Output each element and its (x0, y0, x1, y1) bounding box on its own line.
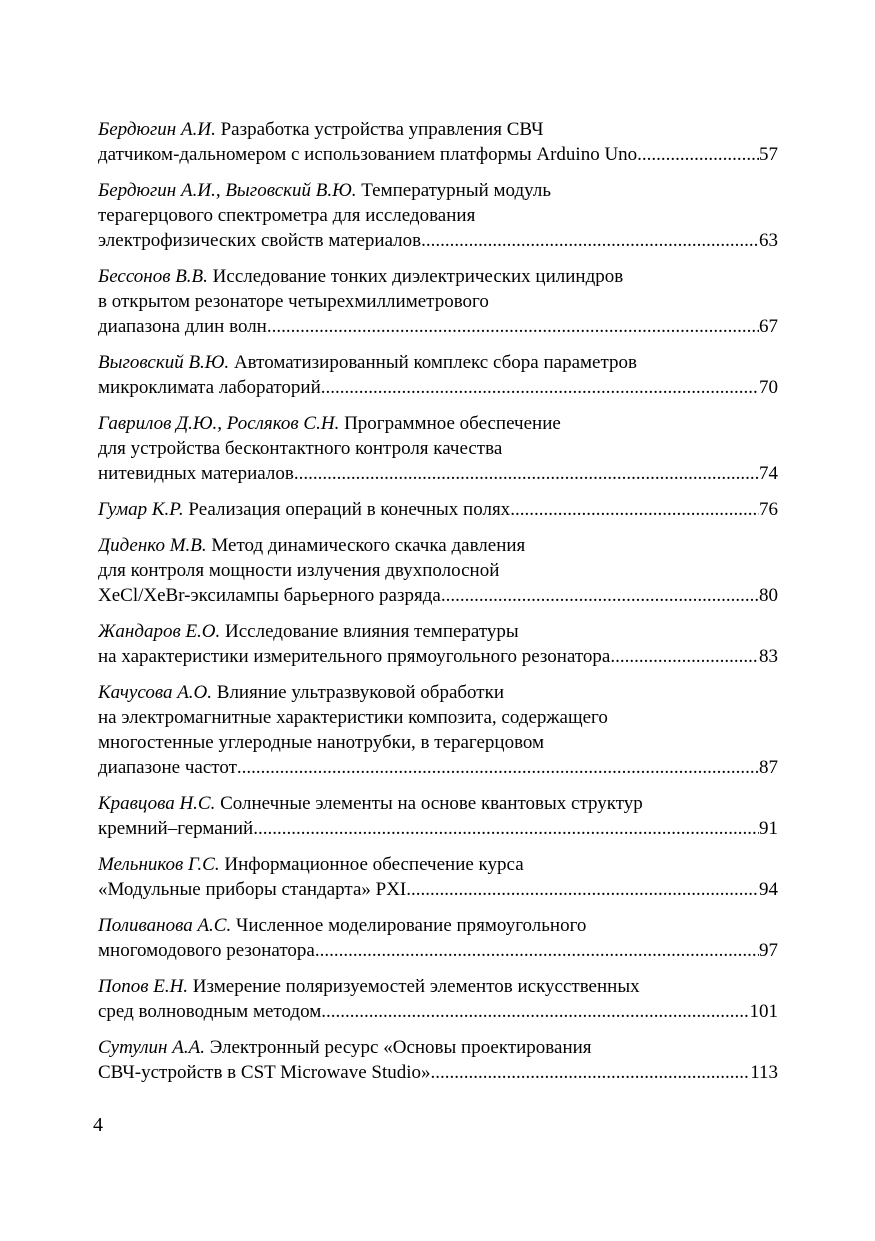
toc-title-text: Программное обеспечение (344, 413, 561, 434)
toc-page-number: 70 (759, 377, 778, 398)
toc-entry-last-line (98, 461, 778, 486)
toc-entry-last-line (98, 375, 778, 400)
toc-title-text: для контроля мощности излучения двухполосной (98, 560, 500, 581)
toc-entry-last-line (98, 142, 778, 167)
toc-entry-line (98, 289, 778, 314)
toc-author: Сутулин А.А. (98, 1037, 205, 1058)
toc-entry-last-text (98, 816, 253, 841)
toc-author: Гаврилов Д.Ю., Росляков С.Н. (98, 413, 340, 434)
toc-entry-last-text (98, 497, 510, 522)
toc-title-text: многомодового резонатора (98, 940, 315, 961)
toc-title-text: Температурный модуль (361, 180, 551, 201)
page-number: 4 (93, 1114, 103, 1136)
toc-author: Попов Е.Н. (98, 976, 189, 997)
toc-page-number: 76 (759, 499, 778, 520)
toc-title-text: нитевидных материалов (98, 463, 294, 484)
toc-entry-line (98, 350, 778, 375)
toc-author: Бердюгин А.И., Выговский В.Ю. (98, 180, 357, 201)
toc-author: Кравцова Н.С. (98, 793, 216, 814)
toc-entry-last-line (98, 1060, 778, 1085)
toc-page-number: 94 (759, 879, 778, 900)
toc-title-text: сред волноводным методом (98, 1001, 322, 1022)
toc-entry-last-line (98, 816, 778, 841)
toc-entry-last-line (98, 314, 778, 339)
toc-title-text: в открытом резонаторе четырехмиллиметрового (98, 291, 489, 312)
dot-leader (421, 228, 759, 253)
dot-leader (321, 375, 759, 400)
toc-title-text: Численное моделирование прямоугольного (235, 915, 587, 936)
toc-entry-last-text (98, 461, 294, 486)
toc-entry-line (98, 117, 778, 142)
toc-entry (98, 350, 778, 400)
toc-author: Бердюгин А.И. (98, 119, 216, 140)
dot-leader (294, 461, 759, 486)
toc-title-text: для устройства бесконтактного контроля качества (98, 438, 503, 459)
toc-entry (98, 680, 778, 780)
toc-page-number: 97 (759, 940, 778, 961)
toc-title-text: Измерение поляризуемостей элементов искусственных (192, 976, 640, 997)
toc-entry-line (98, 619, 778, 644)
toc-title-text: терагерцового спектрометра для исследования (98, 205, 476, 226)
toc-title-text: многостенные углеродные нанотрубки, в терагерцовом (98, 732, 545, 753)
dot-leader (431, 1060, 751, 1085)
toc-entry-line (98, 1035, 778, 1060)
toc-title-text: Разработка устройства управления СВЧ (220, 119, 544, 140)
toc-entry (98, 178, 778, 253)
toc-entry (98, 852, 778, 902)
toc-page-number: 91 (759, 818, 778, 839)
toc-entry-line (98, 558, 778, 583)
toc-page-number: 63 (759, 230, 778, 251)
toc-entry-last-text (98, 142, 637, 167)
toc-entry-last-text (98, 583, 441, 608)
toc-author: Диденко М.В. (98, 535, 207, 556)
toc-entry (98, 619, 778, 669)
toc-page-number: 87 (759, 757, 778, 778)
toc-page-number: 67 (759, 316, 778, 337)
toc-entry (98, 533, 778, 608)
toc-entry (98, 264, 778, 339)
toc-entry-last-line (98, 938, 778, 963)
toc-title-text: Влияние ультразвуковой обработки (216, 682, 504, 703)
dot-leader (321, 999, 749, 1024)
toc-entry-last-line (98, 583, 778, 608)
toc-title-text: Информационное обеспечение курса (224, 854, 524, 875)
toc-entry-line (98, 533, 778, 558)
toc-title-text: Реализация операций в конечных полях (188, 499, 511, 520)
toc-entry-last-line (98, 999, 778, 1024)
toc-entry (98, 791, 778, 841)
toc-entry-last-text (98, 228, 421, 253)
toc-entry-line (98, 203, 778, 228)
toc-title-text: диапазона длин волн (98, 316, 267, 337)
dot-leader (237, 755, 759, 780)
toc-title-text: «Модульные приборы стандарта» PXI (98, 879, 407, 900)
toc-title-text: XeCl/XeBr-эксилампы барьерного разряда (98, 585, 441, 606)
toc-entry-line (98, 264, 778, 289)
toc-entry-last-text (98, 755, 237, 780)
toc-entry (98, 411, 778, 486)
toc-entry-line (98, 791, 778, 816)
toc-entry-line (98, 680, 778, 705)
toc-page-number: 113 (750, 1062, 778, 1083)
toc-entry-last-line (98, 755, 778, 780)
toc-title-text: Метод динамического скачка давления (211, 535, 526, 556)
toc-title-text: кремний–германий (98, 818, 254, 839)
toc-page-number: 80 (759, 585, 778, 606)
toc-entry-line (98, 730, 778, 755)
toc-title-text: Исследование тонких диэлектрических цилиндров (212, 266, 624, 287)
toc-author: Жандаров Е.О. (98, 621, 221, 642)
toc-author: Мельников Г.С. (98, 854, 220, 875)
toc-entry-line (98, 852, 778, 877)
toc-entry-line (98, 178, 778, 203)
dot-leader (253, 816, 759, 841)
table-of-contents (98, 117, 778, 1096)
toc-entry-line (98, 913, 778, 938)
toc-title-text: Исследование влияния температуры (225, 621, 519, 642)
toc-author: Бессонов В.В. (98, 266, 208, 287)
toc-author: Качусова А.О. (98, 682, 213, 703)
toc-page-number: 101 (749, 1001, 778, 1022)
toc-title-text: Солнечные элементы на основе квантовых структур (220, 793, 643, 814)
toc-entry-line (98, 436, 778, 461)
dot-leader (267, 314, 759, 339)
toc-title-text: Электронный ресурс «Основы проектирования (209, 1037, 592, 1058)
toc-entry-last-text (98, 1060, 431, 1085)
toc-entry-line (98, 705, 778, 730)
dot-leader (510, 497, 759, 522)
toc-entry (98, 1035, 778, 1085)
toc-author: Гумар К.Р. (98, 499, 184, 520)
toc-title-text: диапазоне частот (98, 757, 237, 778)
toc-title-text: на характеристики измерительного прямоугольного резонатора (98, 646, 611, 667)
toc-entry (98, 117, 778, 167)
toc-title-text: микроклимата лабораторий (98, 377, 321, 398)
dot-leader (637, 142, 759, 167)
toc-entry (98, 974, 778, 1024)
toc-entry-line (98, 974, 778, 999)
toc-entry-last-text (98, 877, 406, 902)
toc-title-text: электрофизических свойств материалов (98, 230, 422, 251)
toc-entry-last-line (98, 497, 778, 522)
toc-author: Выговский В.Ю. (98, 352, 230, 373)
toc-entry (98, 497, 778, 522)
toc-entry-last-text (98, 999, 321, 1024)
toc-entry-last-text (98, 644, 610, 669)
toc-entry-last-line (98, 644, 778, 669)
toc-entry-last-text (98, 375, 321, 400)
toc-title-text: на электромагнитные характеристики композита, содержащего (98, 707, 608, 728)
dot-leader (315, 938, 759, 963)
toc-author: Поливанова А.С. (98, 915, 232, 936)
toc-page-number: 74 (759, 463, 778, 484)
toc-page-number: 57 (759, 144, 778, 165)
toc-entry-last-text (98, 314, 267, 339)
toc-title-text: СВЧ-устройств в CST Microwave Studio» (98, 1062, 431, 1083)
dot-leader (441, 583, 759, 608)
toc-title-text: датчиком-дальномером с использованием платформы Arduino Uno (98, 144, 638, 165)
toc-title-text: Автоматизированный комплекс сбора параметров (233, 352, 637, 373)
dot-leader (610, 644, 759, 669)
toc-page-number: 83 (759, 646, 778, 667)
toc-entry-last-line (98, 877, 778, 902)
toc-entry (98, 913, 778, 963)
toc-entry-last-text (98, 938, 315, 963)
toc-entry-last-line (98, 228, 778, 253)
dot-leader (406, 877, 759, 902)
toc-entry-line (98, 411, 778, 436)
